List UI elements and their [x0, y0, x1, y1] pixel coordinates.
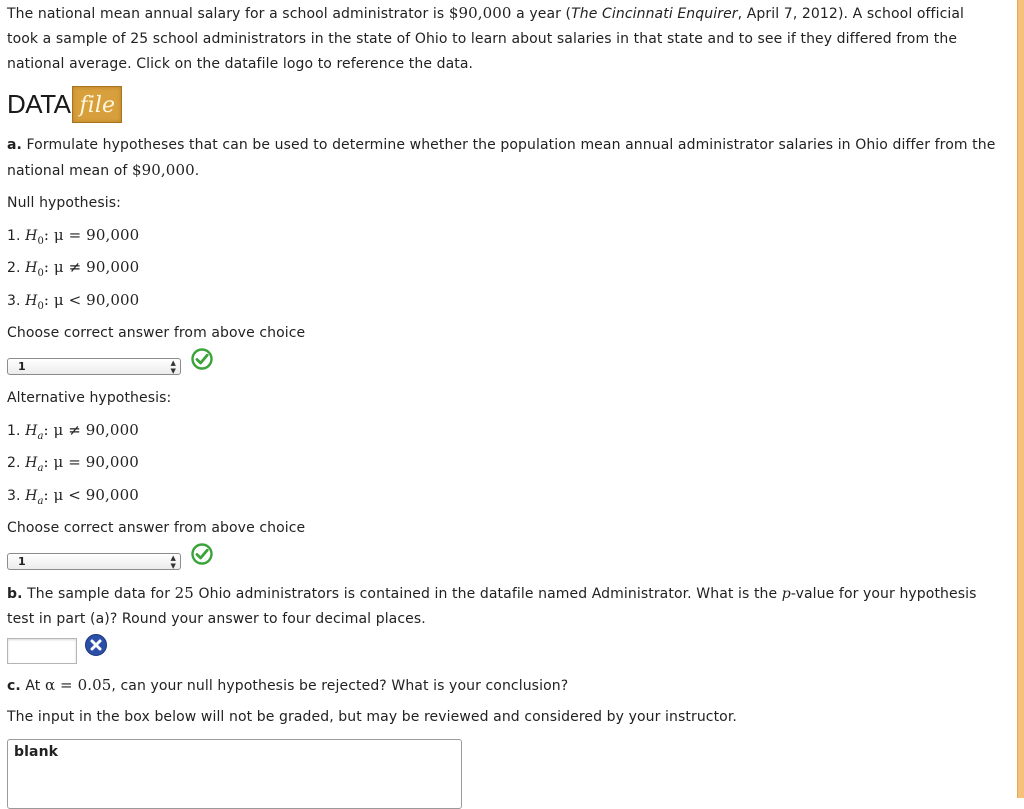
alt-hypothesis-label: Alternative hypothesis:	[7, 390, 172, 406]
option-number: 3.	[7, 293, 21, 309]
alt-option-1	[7, 420, 139, 447]
option-number: 1.	[7, 423, 21, 439]
hypothesis-relation: : μ ≠ 90,000	[43, 258, 140, 276]
part-a-text: Formulate hypotheses that can be used to determine whether the population mean annual administrator salaries in Ohio differ from the national mean of	[7, 137, 996, 179]
part-b-text3: -value for your hypothesis test in part (a)? Round your answer to four decimal places.	[7, 586, 977, 627]
intro-part1: The national mean annual salary for a school administrator is	[7, 6, 449, 22]
alt-choose-label: Choose correct answer from above choice	[7, 520, 306, 536]
datafile-logo[interactable]	[7, 86, 122, 123]
hypothesis-symbol: H	[25, 488, 38, 504]
option-number: 3.	[7, 488, 21, 504]
part-b-text2: Ohio administrators is contained in the datafile named Administrator. What is the	[193, 586, 782, 602]
intro-part2: a year (	[511, 6, 572, 22]
null-hypothesis-select[interactable]	[7, 358, 181, 375]
null-selected-value: 1	[18, 360, 26, 373]
null-option-1	[7, 225, 139, 252]
part-c-text2: , can your null hypothesis be rejected? What is your conclusion?	[111, 678, 569, 694]
hypothesis-symbol: H	[25, 293, 38, 309]
hypothesis-subscript: 0	[37, 300, 44, 312]
correct-check-icon	[191, 348, 213, 370]
datafile-logo-data: DATA	[7, 89, 71, 119]
part-b-p-symbol: p	[781, 586, 791, 602]
part-b-letter: b.	[7, 586, 23, 602]
conclusion-textarea[interactable]	[7, 739, 462, 809]
option-number: 1.	[7, 228, 21, 244]
part-c-question	[7, 673, 568, 699]
select-arrows-icon: ▲ ▼	[170, 359, 176, 375]
hypothesis-subscript: 0	[37, 267, 44, 279]
hypothesis-symbol: H	[25, 455, 38, 471]
p-value-input[interactable]	[7, 638, 77, 664]
hypothesis-relation: : μ = 90,000	[43, 226, 140, 244]
hypothesis-relation: : μ < 90,000	[43, 291, 140, 309]
alt-selected-value: 1	[18, 555, 26, 568]
intro-part3: , April 7, 2012). A school official took a sample of 25 school administrators in the state of Ohio to learn about salaries in that state and to see if they differed from the national average. Click on the datafile logo to reference the data.	[7, 6, 965, 72]
hypothesis-symbol: H	[25, 423, 38, 439]
hypothesis-relation: : μ = 90,000	[43, 453, 139, 471]
hypothesis-symbol: H	[25, 260, 38, 276]
select-arrows-icon: ▲ ▼	[170, 554, 176, 570]
option-number: 2.	[7, 455, 21, 471]
alt-option-3	[7, 485, 139, 512]
correct-check-icon	[191, 543, 213, 565]
part-b-text1: The sample data for	[22, 586, 175, 602]
intro-text	[7, 1, 997, 77]
datafile-logo-file[interactable]: file	[72, 86, 122, 123]
null-option-3	[7, 290, 139, 317]
right-edge-bar	[1017, 0, 1024, 798]
option-number: 2.	[7, 260, 21, 276]
part-a-question	[7, 133, 997, 184]
intro-source: The Cincinnati Enquirer	[571, 6, 738, 22]
null-choose-label: Choose correct answer from above choice	[7, 325, 306, 341]
hypothesis-symbol: H	[25, 228, 38, 244]
part-c-text1: At	[20, 678, 45, 694]
part-b-sample-size: 25	[174, 584, 194, 602]
part-b-question	[7, 581, 1002, 632]
part-a-letter: a.	[7, 137, 22, 153]
alt-hypothesis-select[interactable]	[7, 553, 181, 570]
alt-option-2	[7, 452, 139, 479]
conclusion-textarea-value: blank	[14, 744, 59, 760]
intro-amount: $90,000	[448, 4, 512, 22]
hypothesis-subscript: 0	[37, 235, 44, 247]
part-c-note: The input in the box below will not be graded, but may be reviewed and considered by your instructor.	[7, 709, 737, 725]
hypothesis-subscript: a	[37, 495, 44, 507]
part-a-period: .	[194, 163, 200, 179]
hypothesis-subscript: a	[37, 462, 44, 474]
hypothesis-subscript: a	[37, 430, 44, 442]
null-option-2	[7, 257, 139, 284]
hypothesis-relation: : μ ≠ 90,000	[43, 421, 139, 439]
part-c-letter: c.	[7, 678, 21, 694]
incorrect-x-icon	[85, 634, 107, 656]
part-a-amount: $90,000	[132, 161, 195, 179]
part-c-alpha: α = 0.05	[44, 676, 112, 694]
null-hypothesis-label: Null hypothesis:	[7, 195, 121, 211]
hypothesis-relation: : μ < 90,000	[43, 486, 139, 504]
